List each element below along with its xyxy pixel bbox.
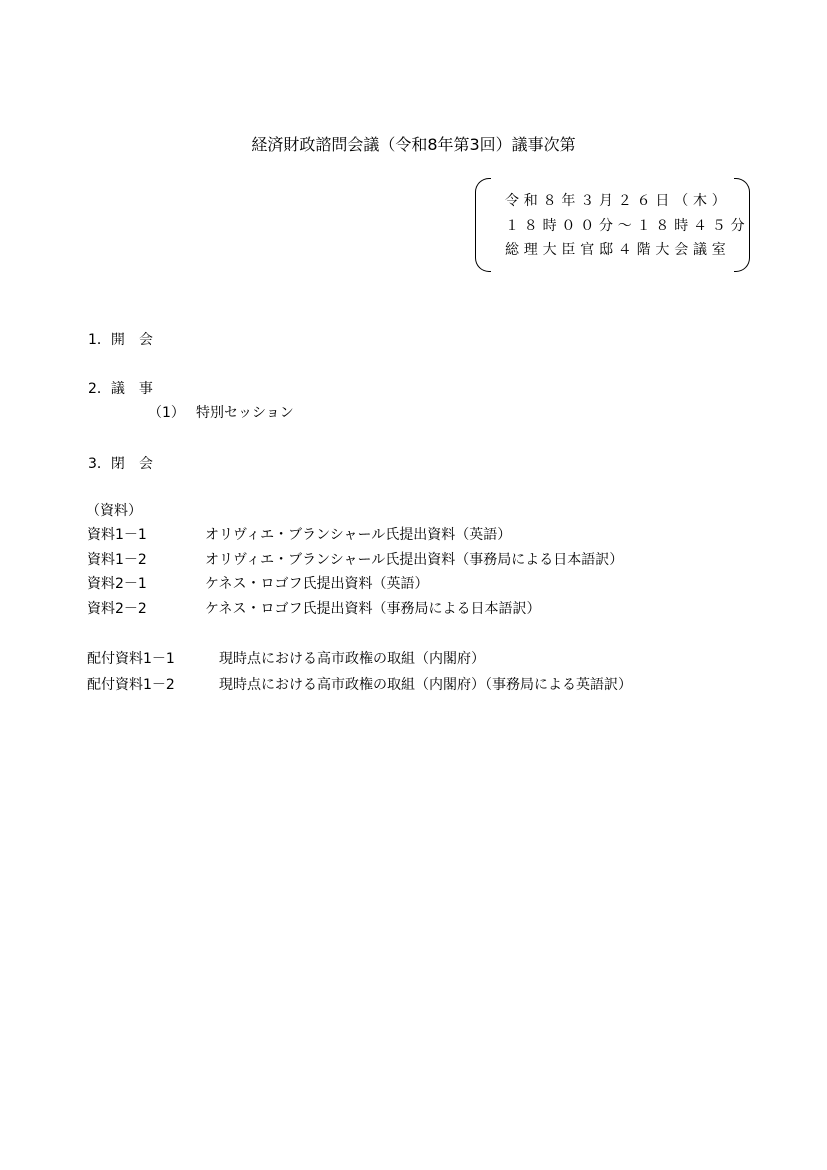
meeting-info-box [475,178,750,272]
meeting-location: 総理大臣官邸４階大会議室 [505,242,731,258]
distributed-material-title: 現時点における高市政権の取組（内閣府）（事務局による英語訳） [219,677,632,693]
material-code: 資料2－1 [87,576,147,592]
material-title: ケネス・ロゴフ氏提出資料（事務局による日本語訳） [205,601,541,617]
document-title: 経済財政諮問会議（令和8年第3回）議事次第 [251,135,576,154]
material-code: 資料1－1 [87,527,147,543]
material-title: ケネス・ロゴフ氏提出資料（英語） [205,576,429,592]
agenda-item-closing: 3．閉 会 [88,456,153,472]
material-title: オリヴィエ・ブランシャール氏提出資料（事務局による日本語訳） [205,552,624,568]
distributed-material-code: 配付資料1－1 [87,651,175,667]
meeting-date: 令和８年３月２６日（木） [505,193,731,209]
material-title: オリヴィエ・ブランシャール氏提出資料（英語） [205,527,512,543]
agenda-subitem-number: （1） [148,405,185,421]
material-code: 資料1－2 [87,552,147,568]
material-code: 資料2－2 [87,601,147,617]
distributed-material-title: 現時点における高市政権の取組（内閣府） [219,651,485,667]
meeting-time: １８時００分～１８時４５分 [505,218,750,234]
agenda-item-opening: 1．開 会 [88,332,153,348]
materials-heading: （資料） [86,503,142,519]
left-bracket [475,178,491,272]
agenda-item-proceedings: 2．議 事 [88,381,153,397]
distributed-material-code: 配付資料1－2 [87,677,175,693]
agenda-subitem-label: 特別セッション [196,405,294,421]
